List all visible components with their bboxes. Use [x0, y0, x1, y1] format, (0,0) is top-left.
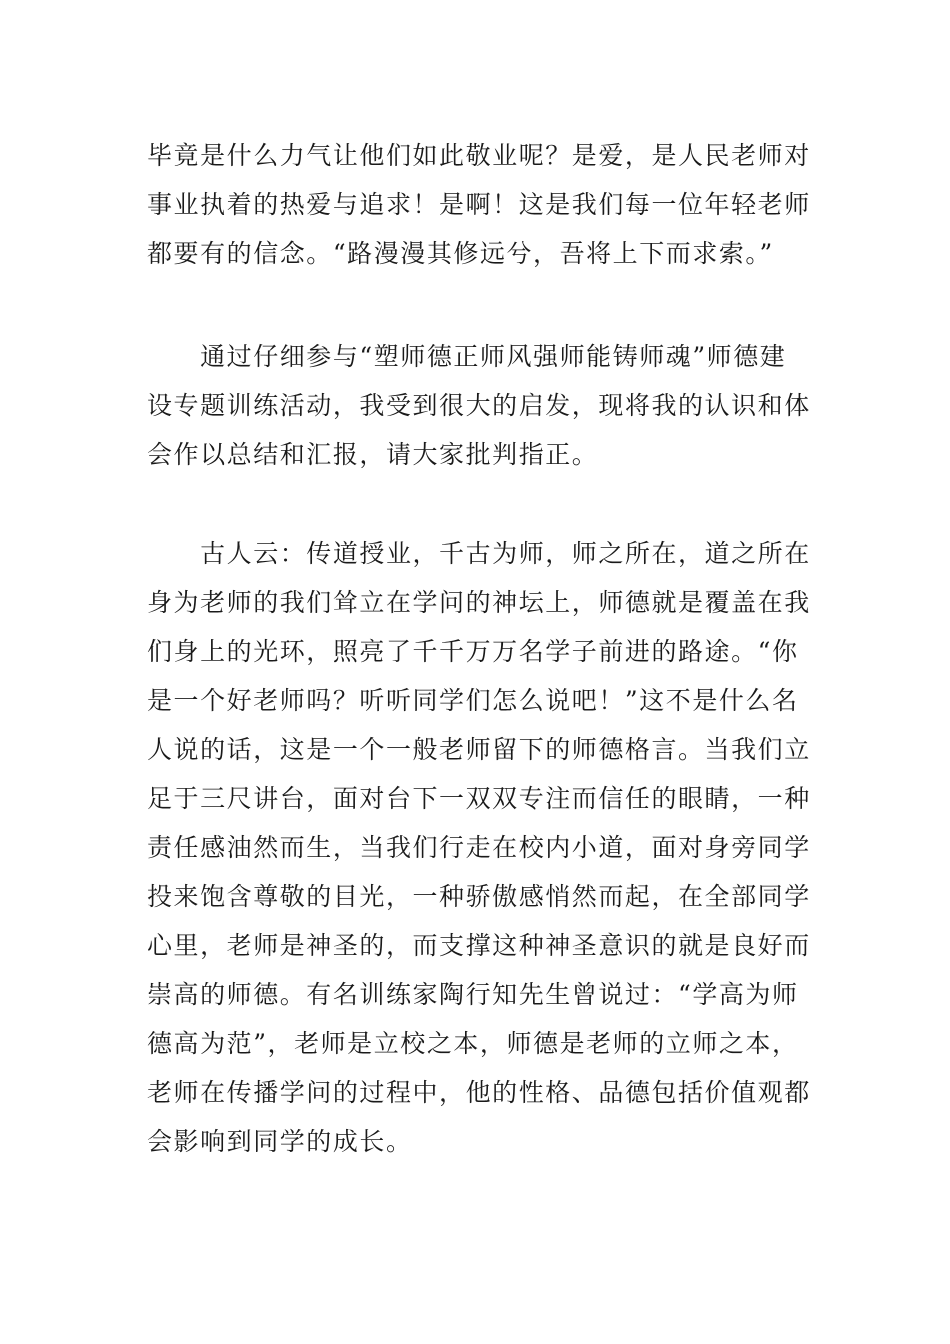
paragraph-line: 毕竟是什么力气让他们如此敬业呢？是爱，是人民老师对	[147, 141, 811, 170]
paragraph-line: 通过仔细参与“塑师德正师风强师能铸师魂”师德建	[147, 342, 787, 371]
paragraph-line: 会影响到同学的成长。	[147, 1127, 413, 1156]
paragraph-3	[147, 529, 811, 1166]
paragraph-line: 身为老师的我们耸立在学问的神坛上，师德就是覆盖在我	[147, 588, 811, 617]
paragraph-line: 设专题训练活动，我受到很大的启发，现将我的认识和体	[147, 391, 811, 420]
paragraph-line: 德高为范”，老师是立校之本，师德是老师的立师之本，	[147, 1029, 799, 1058]
paragraph-line: 会作以总结和汇报，请大家批判指正。	[147, 440, 599, 469]
paragraph-line: 们身上的光环，照亮了千千万万名学子前进的路途。“你	[147, 637, 799, 666]
paragraph-line: 投来饱含尊敬的目光，一种骄傲感悄然而起，在全部同学	[147, 882, 811, 911]
paragraph-line: 老师在传播学问的过程中，他的性格、品德包括价值观都	[147, 1078, 811, 1107]
paragraph-line: 责任感油然而生，当我们行走在校内小道，面对身旁同学	[147, 833, 811, 862]
paragraph-line: 崇高的师德。有名训练家陶行知先生曾说过：“学高为师	[147, 980, 799, 1009]
paragraph-line: 人说的话，这是一个一般老师留下的师德格言。当我们立	[147, 735, 811, 764]
paragraph-line: 事业执着的热爱与追求！是啊！这是我们每一位年轻老师	[147, 190, 811, 219]
paragraph-line: 心里，老师是神圣的，而支撑这种神圣意识的就是良好而	[147, 931, 811, 960]
paragraph-line: 是一个好老师吗？听听同学们怎么说吧！”这不是什么名	[147, 686, 799, 715]
paragraph-line: 足于三尺讲台，面对台下一双双专注而信任的眼睛，一种	[147, 784, 811, 813]
paragraph-2	[147, 332, 811, 479]
paragraph-line: 古人云：传道授业，千古为师，师之所在，道之所在	[147, 539, 811, 568]
paragraph-line: 都要有的信念。“路漫漫其修远兮，吾将上下而求索。”	[147, 239, 774, 268]
paragraph-1	[147, 131, 811, 278]
